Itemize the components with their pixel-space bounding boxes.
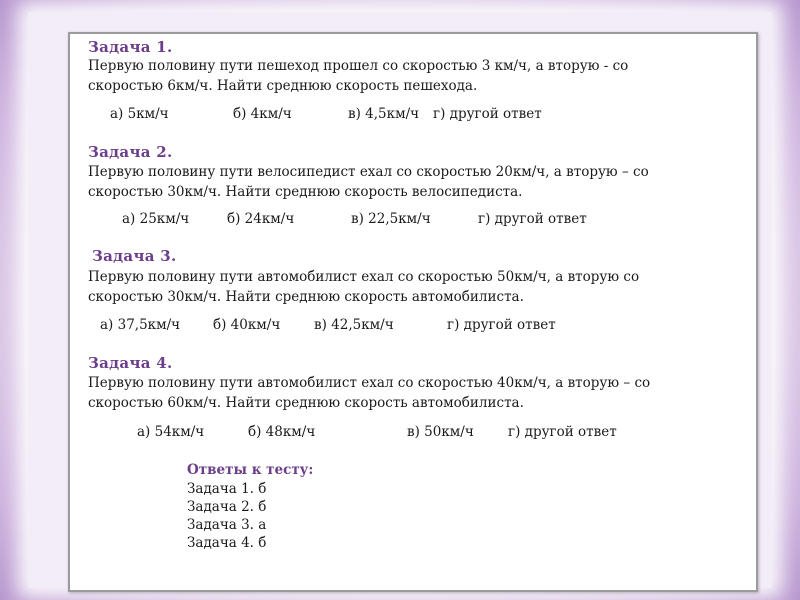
task-2-option-v[interactable]: в) 22,5км/ч [351, 211, 431, 227]
answers-title: Ответы к тесту: [187, 462, 314, 478]
task-2-option-g[interactable]: г) другой ответ [478, 211, 587, 227]
task-3-text-line-1: Первую половину пути автомобилист ехал со скоростью 50км/ч, а вторую со [88, 269, 640, 285]
task-4-option-g[interactable]: г) другой ответ [508, 424, 617, 440]
task-1-option-a[interactable]: а) 5км/ч [110, 106, 169, 122]
task-1-option-v[interactable]: в) 4,5км/ч [348, 106, 420, 122]
task-3-text-line-2: скоростью 30км/ч. Найти среднюю скорость автомобилиста. [88, 289, 524, 305]
task-3-option-b[interactable]: б) 40км/ч [213, 317, 281, 333]
task-2-option-b[interactable]: б) 24км/ч [227, 211, 295, 227]
task-4-text-line-1: Первую половину пути автомобилист ехал со скоростью 40км/ч, а вторую – со [88, 375, 651, 391]
task-4-option-v[interactable]: в) 50км/ч [407, 424, 474, 440]
answer-task-1: Задача 1. б [187, 481, 267, 497]
task-1-text-line-2: скоростью 6км/ч. Найти среднюю скорость пешехода. [88, 78, 478, 94]
answer-task-3: Задача 3. а [187, 517, 267, 533]
task-4-option-a[interactable]: а) 54км/ч [137, 424, 205, 440]
answer-task-2: Задача 2. б [187, 499, 267, 515]
task-3-option-v[interactable]: в) 42,5км/ч [314, 317, 394, 333]
task-2-text-line-2: скоростью 30км/ч. Найти среднюю скорость велосипедиста. [88, 184, 523, 200]
task-2-text-line-1: Первую половину пути велосипедист ехал со скоростью 20км/ч, а вторую – со [88, 164, 649, 180]
task-1-option-g[interactable]: г) другой ответ [433, 106, 542, 122]
task-2-title: Задача 2. [88, 143, 173, 161]
task-4-title: Задача 4. [88, 354, 173, 372]
task-1-title: Задача 1. [88, 38, 173, 56]
answer-task-4: Задача 4. б [187, 535, 267, 551]
task-1-text-line-1: Первую половину пути пешеход прошел со скоростью 3 км/ч, а вторую - со [88, 58, 629, 74]
task-4-text-line-2: скоростью 60км/ч. Найти среднюю скорость автомобилиста. [88, 395, 524, 411]
task-3-option-g[interactable]: г) другой ответ [447, 317, 556, 333]
task-2-option-a[interactable]: а) 25км/ч [122, 211, 190, 227]
task-1-option-b[interactable]: б) 4км/ч [233, 106, 292, 122]
task-3-title: Задача 3. [92, 247, 177, 265]
task-4-option-b[interactable]: б) 48км/ч [248, 424, 316, 440]
task-3-option-a[interactable]: а) 37,5км/ч [100, 317, 181, 333]
